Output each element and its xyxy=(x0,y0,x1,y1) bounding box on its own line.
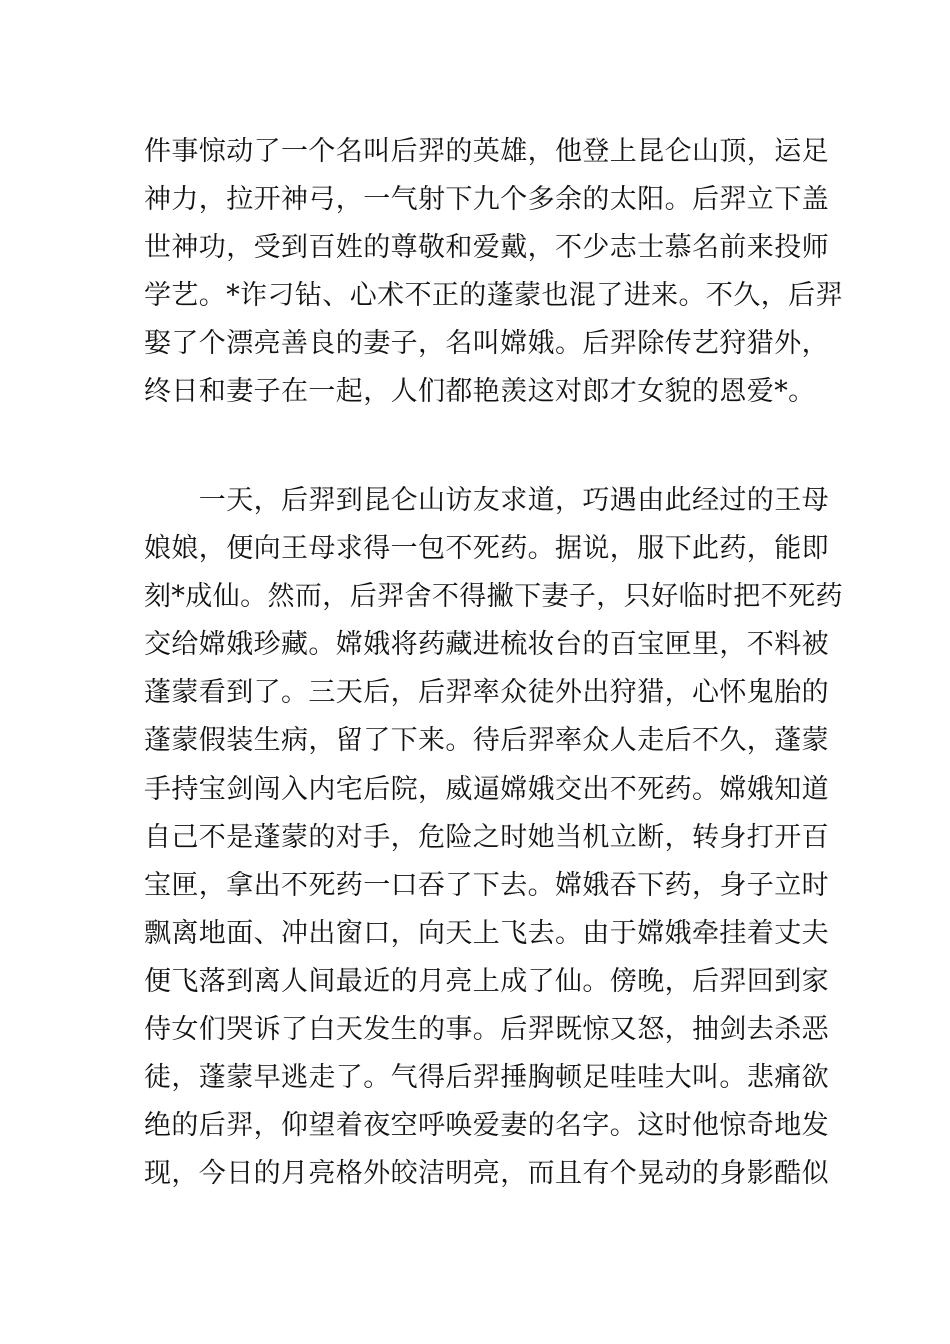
text-line: 神力，拉开神弓，一气射下九个多余的太阳。后羿立下盖 xyxy=(144,184,829,216)
text-line: 宝匣，拿出不死药一口吞了下去。嫦娥吞下药，身子立时 xyxy=(144,869,829,901)
text-line: 娶了个漂亮善良的妻子，名叫嫦娥。后羿除传艺狩猎外， xyxy=(144,328,829,360)
text-line: 刻*成仙。然而，后羿舍不得撇下妻子，只好临时把不死药 xyxy=(144,581,843,613)
text-line: 徒，蓬蒙早逃走了。气得后羿捶胸顿足哇哇大叫。悲痛欲 xyxy=(144,1062,829,1094)
text-line: 蓬蒙假装生病，留了下来。待后羿率众人走后不久，蓬蒙 xyxy=(144,725,829,757)
text-line: 终日和妻子在一起，人们都艳羡这对郎才女貌的恩爱*。 xyxy=(144,376,816,408)
text-line: 手持宝剑闯入内宅后院，威逼嫦娥交出不死药。嫦娥知道 xyxy=(144,773,829,805)
text-line: 现，今日的月亮格外皎洁明亮，而且有个晃动的身影酷似 xyxy=(144,1158,829,1190)
text-line: 自己不是蓬蒙的对手，危险之时她当机立断，转身打开百 xyxy=(144,821,829,853)
text-line: 交给嫦娥珍藏。嫦娥将药藏进梳妆台的百宝匣里，不料被 xyxy=(144,629,829,661)
text-line: 一天，后羿到昆仑山访友求道，巧遇由此经过的王母 xyxy=(144,485,829,516)
text-line: 飘离地面、冲出窗口，向天上飞去。由于嫦娥牵挂着丈夫 xyxy=(144,917,829,949)
text-line: 便飞落到离人间最近的月亮上成了仙。傍晚，后羿回到家 xyxy=(144,965,829,997)
paragraph-1 xyxy=(144,128,843,417)
text-line: 蓬蒙看到了。三天后，后羿率众徒外出狩猎，心怀鬼胎的 xyxy=(144,677,829,709)
text-line: 侍女们哭诉了白天发生的事。后羿既惊又怒，抽剑去杀恶 xyxy=(144,1014,829,1046)
text-line: 学艺。*诈刁钻、心术不正的蓬蒙也混了进来。不久，后羿 xyxy=(144,280,843,312)
text-line: 绝的后羿，仰望着夜空呼唤爱妻的名字。这时他惊奇地发 xyxy=(144,1110,829,1142)
text-line: 世神功，受到百姓的尊敬和爱戴，不少志士慕名前来投师 xyxy=(144,232,829,264)
text-line: 娘娘，便向王母求得一包不死药。据说，服下此药，能即 xyxy=(144,533,829,565)
text-line: 件事惊动了一个名叫后羿的英雄，他登上昆仑山顶，运足 xyxy=(144,136,829,167)
paragraph-2 xyxy=(144,477,843,1198)
